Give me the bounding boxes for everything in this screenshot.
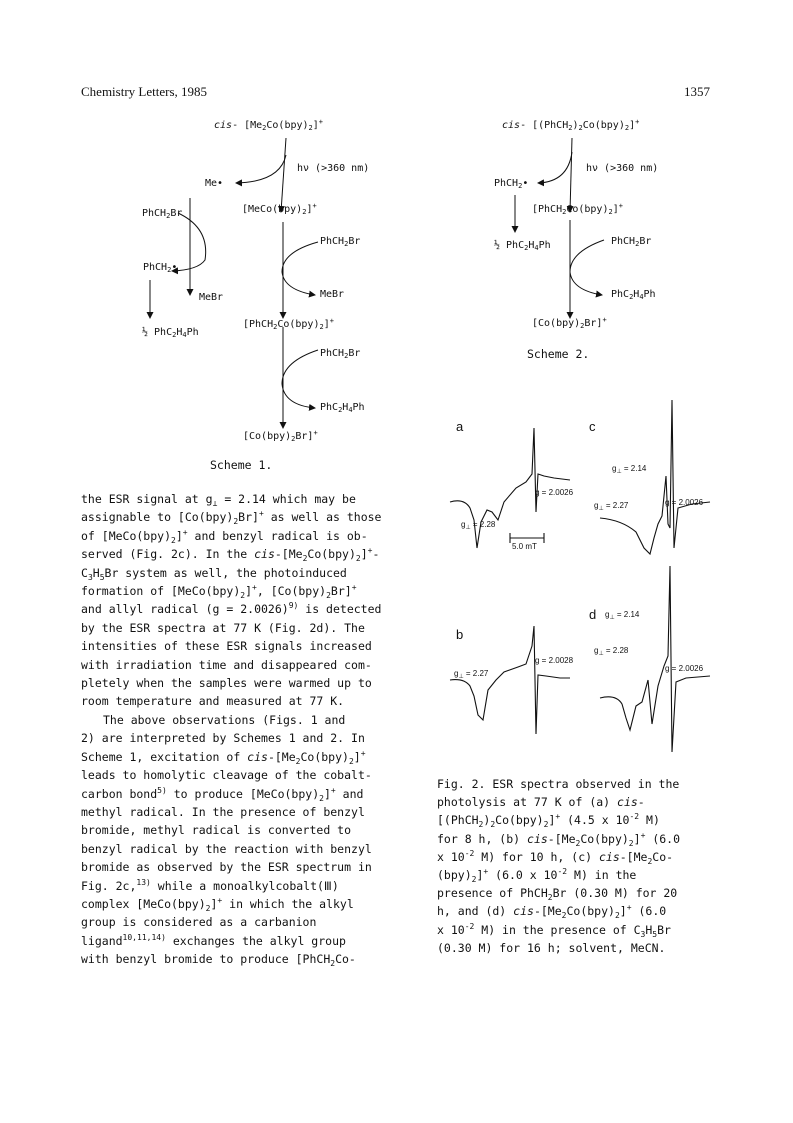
caption-line: x $10^{-2}$ M) for 10 h, (c) cis-[$Me_2Co-$ [437,848,674,866]
b-g-label: g = 2.0028 [535,656,574,665]
c-gperp1-label: $g_\perp = 2.14$ [612,464,647,475]
caption-line: $(bpy)_2]^+$ (6.0 x $10^{-2}$ M) in the [437,867,637,885]
panel-d-label: d [589,607,597,622]
body-line: methyl radical. In the presence of benzyl [81,804,365,819]
scheme1-phc2h4ph: $PhC_2H_4Ph$ [320,402,365,414]
a-g-label: g = 2.0026 [535,488,574,497]
b-gperp-label: $g_\perp = 2.27$ [454,669,489,680]
caption-line: for 8 h, (b) cis-$[Me_2Co(bpy)_2]^+$ (6.0 [437,830,681,848]
scheme1-phch2br-low: PhCH$_2$Br [320,348,361,360]
scheme2-final: $[Co(bpy)_2Br]^+$ [532,316,607,330]
d-g-label: g = 2.0026 [665,664,704,673]
d-gperp1-label: $g_\perp = 2.14$ [605,610,640,621]
scheme2-start: cis- $[(PhCH_2)_2Co(bpy)_2]^+$ [502,118,640,132]
scheme1-phch2br-mid: PhCH$_2$Br [320,236,361,248]
scheme2-phch2-radical: PhCH$_2$• [494,178,529,190]
journal-header: Chemistry Letters, 1985 [81,84,208,99]
scheme1-final: $[Co(bpy)_2Br]^+$ [243,429,318,443]
d-gperp2-label: $g_\perp = 2.28$ [594,646,629,657]
body-line: and allyl radical (g = 2.0026)$^{9)}$ is detected [81,601,382,617]
scheme1-half-product: ½ $PhC_2H_4Ph$ [142,327,199,339]
scheme2-phch2br: PhCH$_2$Br [611,236,652,248]
caption-line: x $10^{-2}$ M) in the presence of $C_3H_5Br$ [437,921,671,939]
a-gperp-label: $g_\perp = 2.28$ [461,520,496,531]
scheme1-me-radical: Me• [205,178,224,189]
body-line: with benzyl bromide to produce [PhCH$_2$Co- [81,952,356,969]
c-gperp2-label: $g_\perp = 2.27$ [594,501,629,512]
body-line: bromide, methyl radical is converted to [81,823,352,838]
body-line: the ESR signal at $g_\perp = 2.14$ which may be [81,492,356,508]
body-line: intensities of these ESR signals increased [81,639,372,654]
body-line: The above observations (Figs. 1 and [103,712,346,727]
caption-line: (0.30 M) for 16 h; solvent, MeCN. [437,940,666,955]
body-line: 2) are interpreted by Schemes 1 and 2. In [81,731,365,746]
panel-a-label: a [456,419,464,434]
caption-line: $[(PhCH_2)_2Co(bpy)_2]^+$ (4.5 x $10^{-2}$ M) [437,812,660,830]
body-line: complex $[MeCo(bpy)_2]^+$ in which the alkyl [81,895,354,913]
scheme2-phc2h4ph: $PhC_2H_4Ph$ [611,289,656,301]
scheme1-meco: $[MeCo(bpy)_2]^+$ [242,202,317,216]
body-line: Scheme 1, excitation of cis-$[Me_2Co(bpy)_2]^+$ [81,748,366,766]
body-line: carbon bond$^{5)}$ to produce $[MeCo(bpy)_2]^+$ and [81,785,364,803]
figure-caption [437,775,737,957]
caption-line: photolysis at 77 K of (a) cis- [437,795,645,810]
scheme1-caption: Scheme 1. [210,458,273,472]
page-number: 1357 [684,84,710,99]
body-line: room temperature and measured at 77 K. [81,694,345,709]
panel-b-label: b [456,627,464,642]
body-line: assignable to $[Co(bpy)_2Br]^+$ as well as those [81,509,382,527]
body-line: bromide as observed by the ESR spectrum in [81,860,372,875]
body-line: benzyl radical by the reaction with benzyl [81,841,372,856]
scheme2-phch2co: $[PhCH_2Co(bpy)_2]^+$ [532,202,623,216]
body-line: served (Fig. 2c). In the cis-$[Me_2Co(bpy)_2]^+-$ [81,546,380,564]
esr-spectra-figure [430,390,730,760]
body-line: pletely when the samples were warmed up to [81,676,372,691]
body-line: Fig. 2c,$^{13)}$ while a monoalkylcobalt(Ⅲ) [81,877,339,893]
body-line: by the ESR spectra at 77 K (Fig. 2d). The [81,620,365,635]
scheme2-caption: Scheme 2. [527,347,590,361]
caption-line: Fig. 2. ESR spectra observed in the [437,777,680,791]
scheme1-mebr-left: MeBr [199,292,224,303]
body-line: $C_3H_5Br$ system as well, the photoinduced [81,565,347,582]
scheme1-hv: hν (>360 nm) [297,163,370,174]
scheme1-phch2br-left: PhCH$_2$Br [142,208,183,220]
caption-line: presence of PhCH$_2$Br (0.30 M) for 20 [437,886,678,903]
scheme1-phch2-radical: PhCH$_2$• [143,262,178,274]
scheme1-start: cis- $[Me_2Co(bpy)_2]^+$ [214,118,324,132]
body-line: ligand$^{10,11,14)}$ exchanges the alkyl group [81,932,346,948]
body-line: group is considered as a carbanion [81,915,317,930]
body-line: of $[MeCo(bpy)_2]^+$ and benzyl radical is ob- [81,527,368,545]
scheme2-hv: hν (>360 nm) [586,163,659,174]
panel-c-label: c [589,419,596,434]
scheme1-phch2co: $[PhCH_2Co(bpy)_2]^+$ [243,317,334,331]
body-line: leads to homolytic cleavage of the cobalt- [81,768,372,783]
scale-label: 5.0 mT [512,542,537,551]
c-g-label: g = 2.0026 [665,498,704,507]
body-text [81,490,429,969]
body-line: formation of $[MeCo(bpy)_2]^+$, $[Co(bpy)_2Br]^+$ [81,583,357,601]
body-line: with irradiation time and disappeared com- [81,657,372,672]
caption-line: h, and (d) cis-$[Me_2Co(bpy)_2]^+$ (6.0 [437,903,667,921]
scheme1-mebr-mid: MeBr [320,289,345,300]
scheme2-half-product: ½ $PhC_2H_4Ph$ [494,240,551,252]
